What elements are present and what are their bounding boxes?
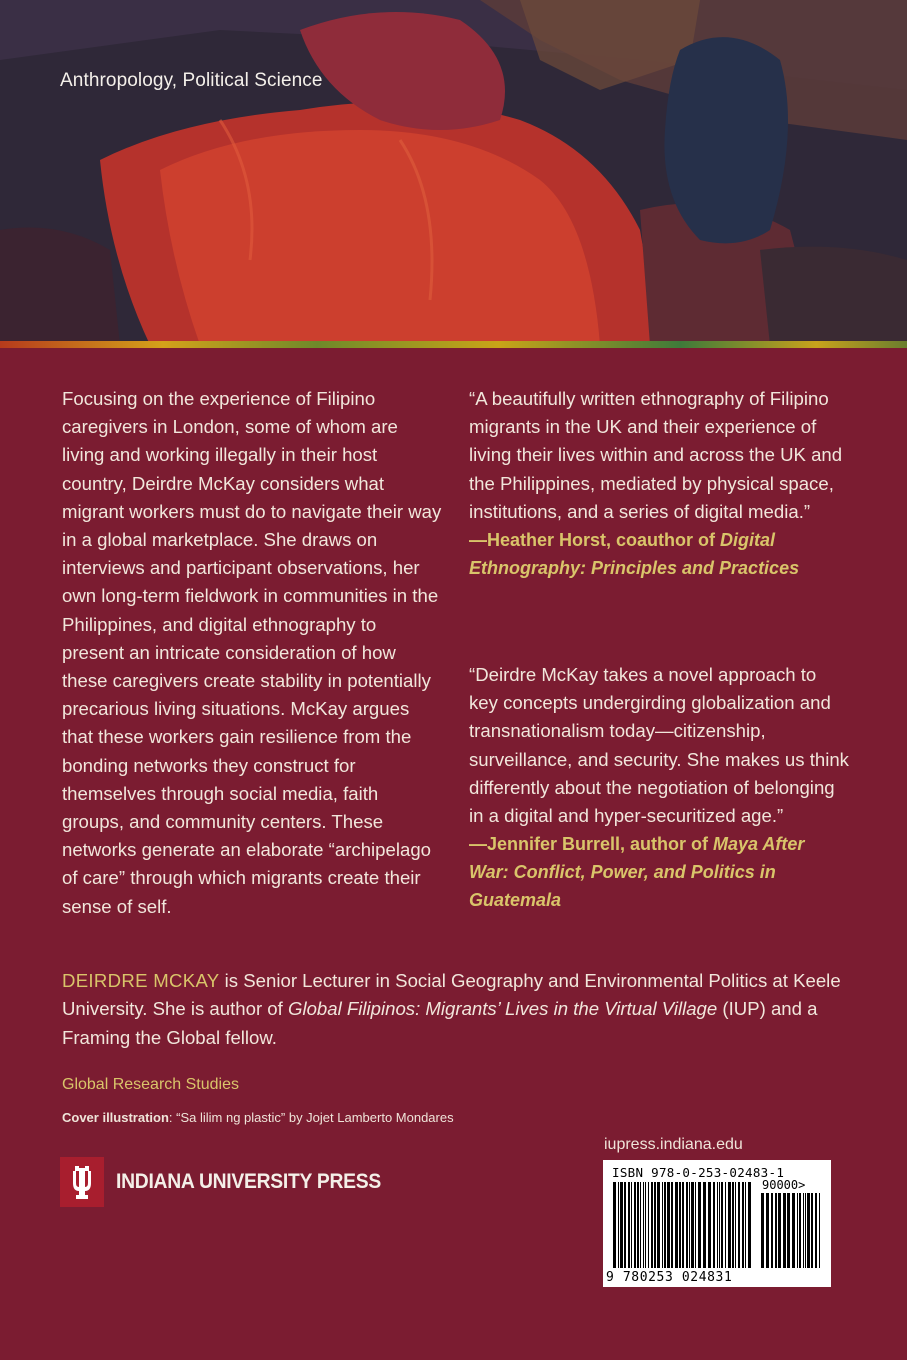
quote-text: “Deirdre McKay takes a novel approach to key concepts undergirding globalization and transnationalism today—citizenship, surveillance, and security. She makes us think differently about the negotiation of belonging in a digital and hyper-securitized age.” (469, 664, 849, 827)
illustration-credit (62, 1110, 454, 1125)
credit-text: : “Sa lilim ng plastic” by Jojet Lamberto Mondares (168, 1110, 454, 1125)
iu-trident-logo-icon (60, 1157, 104, 1207)
subject-category: Anthropology, Political Science (60, 70, 323, 91)
barcode-bars (613, 1182, 753, 1268)
attribution-work: Digital Ethnography: Principles and Practices (469, 530, 800, 579)
barcode-addon-bars (761, 1193, 823, 1268)
cover-artwork (0, 0, 907, 345)
cover-illustration (0, 0, 907, 345)
attribution-author: —Heather Horst, coauthor of (469, 530, 721, 551)
author-bio (62, 967, 852, 1052)
attribution-work: Maya After War: Conflict, Power, and Politics in Guatemala (469, 834, 805, 911)
ean-number: 9 780253 024831 (606, 1270, 733, 1285)
quote-attribution (469, 830, 849, 914)
isbn-barcode (603, 1160, 831, 1287)
endorsement-quote-1 (469, 385, 849, 582)
bio-text-end: (IUP) and a Framing the Global fellow. (62, 998, 818, 1048)
publisher-name: INDIANA UNIVERSITY PRESS (116, 1170, 381, 1193)
author-name: DEIRDRE MCKAY (62, 970, 220, 991)
endorsement-quote-2 (469, 661, 849, 914)
decorative-stripe (0, 341, 907, 348)
series-name: Global Research Studies (62, 1076, 239, 1093)
bio-text: is Senior Lecturer in Social Geography and Environmental Politics at Keele University. She is author of (62, 970, 841, 1020)
quote-attribution (469, 526, 849, 582)
quote-text: “A beautifully written ethnography of Filipino migrants in the UK and their experience of living their lives within and across the UK and the Philippines, mediated by physical space, institutions, and a series of digital media.” (469, 388, 843, 522)
publisher-block (60, 1157, 404, 1207)
isbn-text: ISBN 978-0-253-02483-1 (612, 1165, 785, 1180)
credit-label: Cover illustration (62, 1110, 169, 1125)
publisher-url: iupress.indiana.edu (604, 1136, 743, 1153)
attribution-author: —Jennifer Burrell, author of (469, 834, 714, 855)
bio-book-title: Global Filipinos: Migrants’ Lives in the Virtual Village (287, 998, 718, 1020)
price-code: 90000> (762, 1178, 806, 1192)
book-description: Focusing on the experience of Filipino caregivers in London, some of whom are living and working illegally in their host country, Deirdre McKay considers what migrant workers must do to navigate their way in a global marketplace. She draws on interviews and participant observations, her own long-term fieldwork in communities in the Philippines, and digital ethnography to present an intricate consideration of how these caregivers create stability in potentially precarious living situations. McKay argues that these workers gain resilience from the bonding networks they construct for themselves through social media, faith groups, and community centers. These networks generate an elaborate “archipelago of care” through which migrants create their sense of self. (62, 388, 442, 917)
